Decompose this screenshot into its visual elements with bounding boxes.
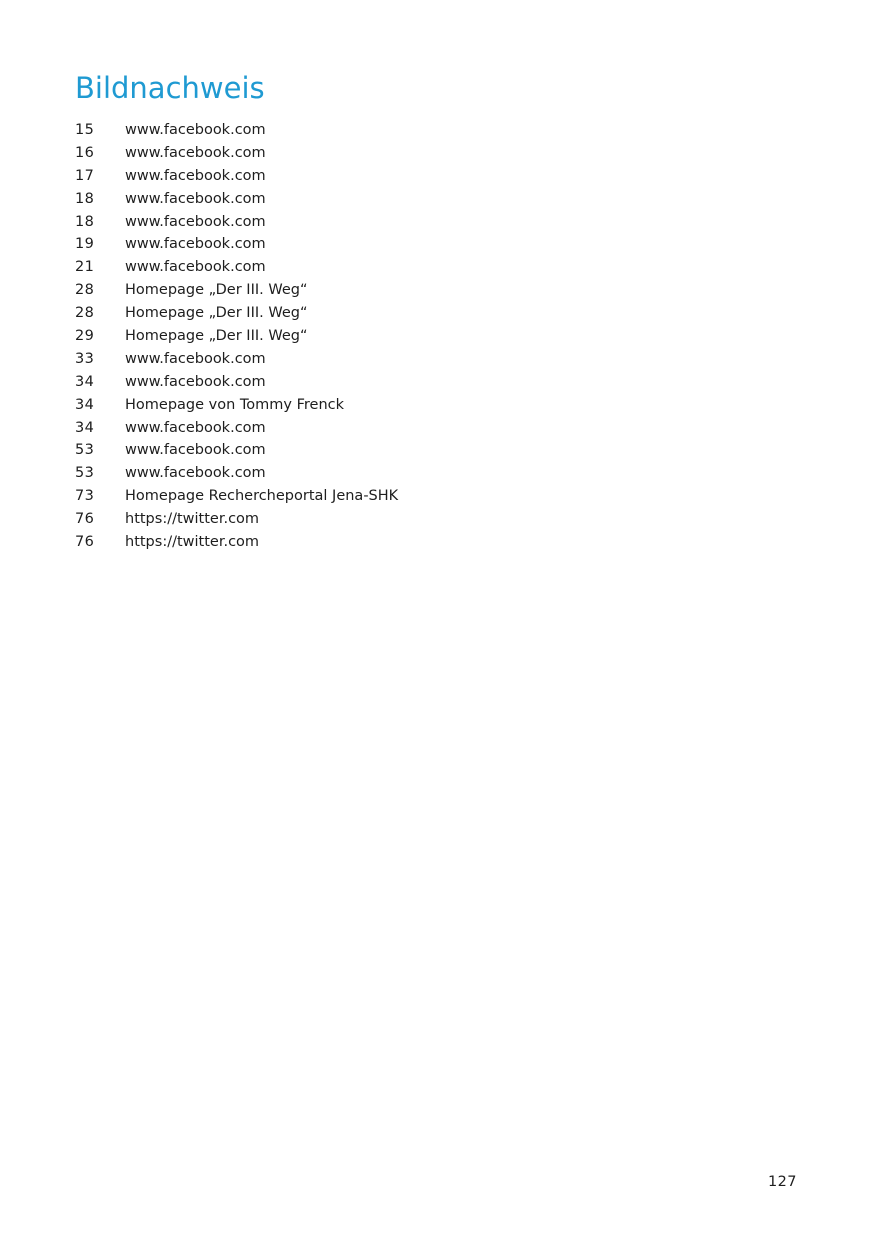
credit-page-number: 29 xyxy=(75,328,95,345)
credit-page-number: 17 xyxy=(75,167,95,184)
credit-source: www.facebook.com xyxy=(125,259,266,276)
credit-page-number: 34 xyxy=(75,373,95,390)
credit-source: https://twitter.com xyxy=(125,534,260,551)
credit-row xyxy=(75,142,398,165)
credit-row xyxy=(75,325,398,348)
credit-page-number: 18 xyxy=(75,190,95,207)
credit-row xyxy=(75,531,398,554)
credit-page-number: 53 xyxy=(75,442,95,459)
credit-source: www.facebook.com xyxy=(125,373,266,390)
credit-source: Homepage Rechercheportal Jena-SHK xyxy=(125,488,399,505)
credit-source: www.facebook.com xyxy=(125,465,266,482)
credit-row xyxy=(75,371,398,394)
credit-page-number: 76 xyxy=(75,534,95,551)
credit-row xyxy=(75,279,398,302)
credit-row xyxy=(75,119,398,142)
page-title: Bildnachweis xyxy=(75,71,265,105)
credit-source: https://twitter.com xyxy=(125,511,260,528)
credit-row xyxy=(75,211,398,234)
credit-row xyxy=(75,417,398,440)
credit-source: www.facebook.com xyxy=(125,144,266,161)
credit-page-number: 33 xyxy=(75,350,95,367)
credit-source: Homepage „Der III. Weg“ xyxy=(125,282,308,299)
credit-page-number: 34 xyxy=(75,419,95,436)
credit-row xyxy=(75,439,398,462)
credit-page-number: 19 xyxy=(75,236,95,253)
credit-page-number: 76 xyxy=(75,511,95,528)
credit-row xyxy=(75,233,398,256)
credit-page-number: 28 xyxy=(75,282,95,299)
credit-source: www.facebook.com xyxy=(125,236,266,253)
credit-row xyxy=(75,394,398,417)
credit-row xyxy=(75,256,398,279)
credit-source: www.facebook.com xyxy=(125,190,266,207)
credit-page-number: 73 xyxy=(75,488,95,505)
credit-row xyxy=(75,485,398,508)
credit-page-number: 15 xyxy=(75,122,95,138)
credit-row xyxy=(75,302,398,325)
credit-source: Homepage „Der III. Weg“ xyxy=(125,328,308,345)
credit-page-number: 16 xyxy=(75,144,95,161)
credit-row xyxy=(75,165,398,188)
page-number: 127 xyxy=(768,1174,797,1190)
credit-source: www.facebook.com xyxy=(125,350,266,367)
credit-source: www.facebook.com xyxy=(125,442,266,459)
credit-source: www.facebook.com xyxy=(125,167,266,184)
image-credit-list xyxy=(75,119,398,554)
credit-row xyxy=(75,508,398,531)
credit-source: www.facebook.com xyxy=(125,213,266,230)
credit-page-number: 28 xyxy=(75,305,95,322)
credit-source: Homepage von Tommy Frenck xyxy=(125,396,345,413)
credit-source: www.facebook.com xyxy=(125,419,266,436)
credit-page-number: 53 xyxy=(75,465,95,482)
credit-row xyxy=(75,348,398,371)
credit-page-number: 21 xyxy=(75,259,95,276)
credit-source: Homepage „Der III. Weg“ xyxy=(125,305,308,322)
credit-row xyxy=(75,462,398,485)
credit-source: www.facebook.com xyxy=(125,122,266,138)
credit-page-number: 34 xyxy=(75,396,95,413)
credit-row xyxy=(75,188,398,211)
credit-page-number: 18 xyxy=(75,213,95,230)
